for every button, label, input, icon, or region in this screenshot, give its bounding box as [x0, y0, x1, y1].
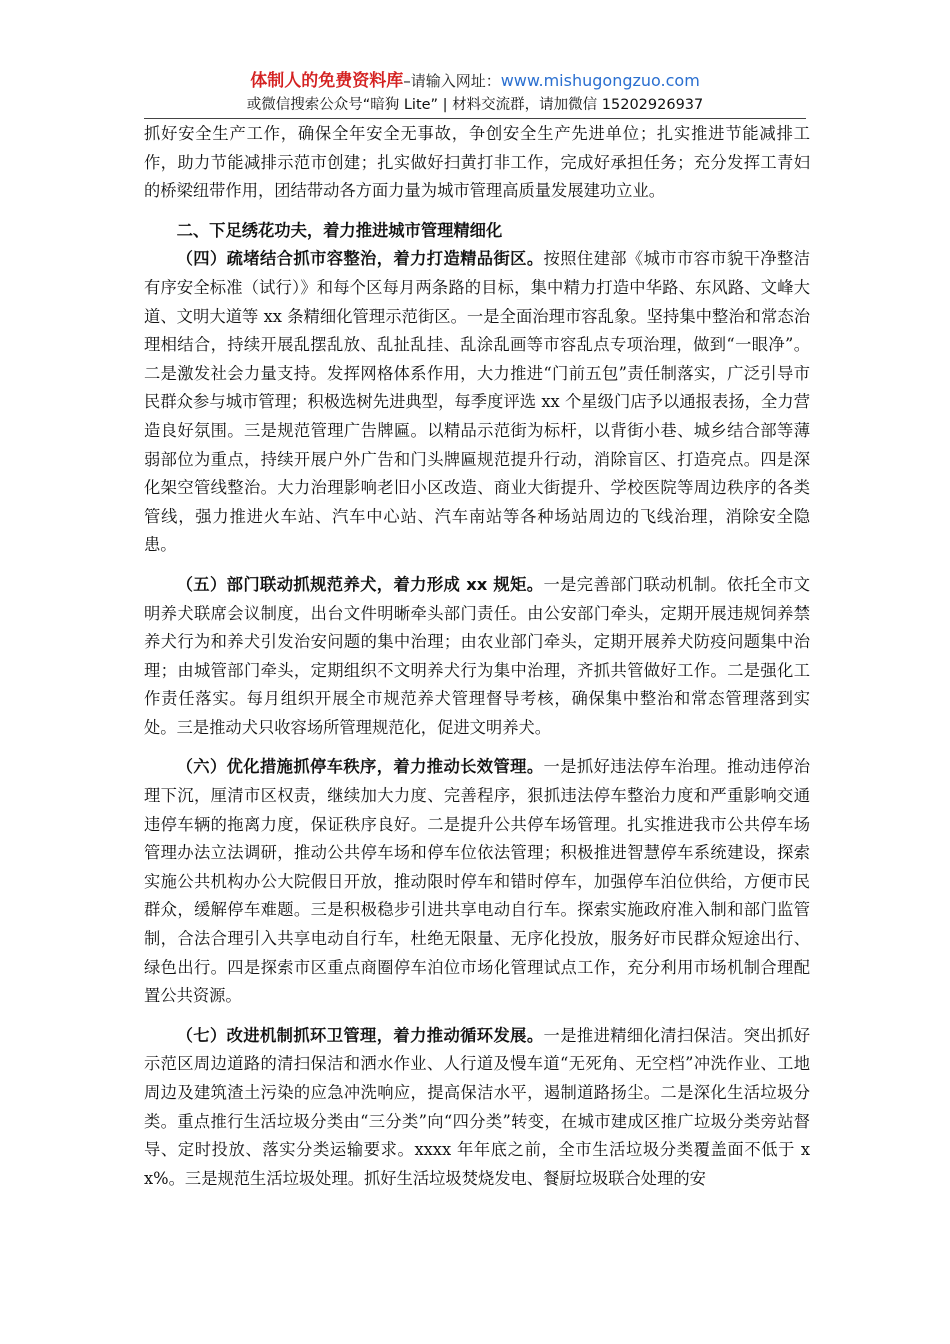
document-body — [144, 120, 810, 1193]
item-7-text: 一是推进精细化清扫保洁。突出抓好示范区周边道路的清扫保洁和洒水作业、人行道及慢车道“无死角、无空档”冲洗作业、工地周边及建筑渣土污染的应急冲洗响应，提高保洁水平，遏制道路扬尘。二是深化生活垃圾分类。重点推行生活垃圾分类由“三分类”向“四分类”转变，在城市建成区推广垃圾分类旁站督导、定时投放、落实分类运输要求。xxxx 年年底之前，全市生活垃圾分类覆盖面不低于 xx%。三是规范生活垃圾处理。抓好生活垃圾焚烧发电、餐厨垃圾联合处理的安 — [144, 1025, 810, 1188]
site-url-link[interactable]: www.mishugongzuo.com — [500, 71, 700, 90]
item-6-lead: （六）优化措施抓停车秩序，着力推动长效管理。 — [176, 757, 544, 777]
section-heading-2: 二、下足绣花功夫，着力推进城市管理精细化 — [176, 220, 503, 240]
header-line-1 — [144, 68, 806, 94]
url-prompt: –请输入网址： — [403, 72, 501, 90]
item-5-lead: （五）部门联动抓规范养犬，着力形成 xx 规矩。 — [176, 574, 544, 594]
item-4-text: 按照住建部《城市市容市貌干净整洁有序安全标准（试行）》和每个区每月两条路的目标，集中精力打造中华路、东风路、文峰大道、文明大道等 xx 条精细化管理示范街区。一是全面治理市容乱象。坚持集中整治和常态治理相结合，持续开展乱摆乱放、乱扯乱挂、乱涂乱画等市容乱点专项治理，做到“一眼净”。二是激发社会力量支持。发挥网格体系作用，大力推进“门前五包”责任制落实，广泛引导市民群众参与城市管理；积极选树先进典型，每季度评选 xx 个星级门店予以通报表扬，全力营造良好氛围。三是规范管理广告牌匾。以精品示范街为标杆，以背街小巷、城乡结合部等薄弱部位为重点，持续开展户外广告和门头牌匾规范提升行动，消除盲区、打造亮点。四是深化架空管线整治。大力治理影响老旧小区改造、商业大街提升、学校医院等周边秩序的各类管线，强力推进火车站、汽车中心站、汽车南站等各种场站周边的飞线治理，消除安全隐患。 — [144, 249, 810, 555]
paragraph-continuation: 抓好安全生产工作，确保全年安全无事故，争创安全生产先进单位；扎实推进节能减排工作，助力节能减排示范市创建；扎实做好扫黄打非工作，完成好承担任务；充分发挥工青妇的桥梁纽带作用，团结带动各方面力量为城市管理高质量发展建功立业。 — [144, 124, 810, 201]
paragraph-item-6 — [144, 753, 810, 1010]
site-name: 体制人的免费资料库 — [250, 71, 404, 91]
paragraph-item-4 — [144, 245, 810, 560]
page-header — [144, 68, 806, 116]
item-7-lead: （七）改进机制抓环卫管理，着力推动循环发展。 — [176, 1025, 544, 1045]
item-6-text: 一是抓好违法停车治理。推动违停治理下沉，厘清市区权责，继续加大力度、完善程序，狠抓违法停车整治力度和严重影响交通违停车辆的拖离力度，保证秩序良好。二是提升公共停车场管理。扎实推进我市公共停车场管理办法立法调研，推动公共停车场和停车位依法管理；积极推进智慧停车系统建设，探索实施公共机构办公大院假日开放，推动限时停车和错时停车，加强停车泊位供给，方便市民群众，缓解停车难题。三是积极稳步引进共享电动自行车。探索实施政府准入制和部门监管制，合法合理引入共享电动自行车，杜绝无限量、无序化投放，服务好市民群众短途出行、绿色出行。四是探索市区重点商圈停车泊位市场化管理试点工作，充分利用市场机制合理配置公共资源。 — [144, 757, 810, 1006]
header-line-2: 或微信搜索公众号“暗狗 Lite” | 材料交流群，请加微信 15202926937 — [246, 97, 704, 113]
item-5-text: 一是完善部门联动机制。依托全市文明养犬联席会议制度，出台文件明晰牵头部门责任。由公安部门牵头，定期开展违规饲养禁养犬行为和养犬引发治安问题的集中治理；由农业部门牵头，定期开展养犬防疫问题集中治理；由城管部门牵头，定期组织不文明养犬行为集中治理，齐抓共管做好工作。二是强化工作责任落实。每月组织开展全市规范养犬管理督导考核，确保集中整治和常态管理落到实处。三是推动犬只收容场所管理规范化，促进文明养犬。 — [144, 574, 810, 737]
paragraph-item-5 — [144, 571, 810, 743]
item-4-lead: （四）疏堵结合抓市容整治，着力打造精品街区。 — [176, 249, 544, 269]
header-divider — [144, 118, 806, 119]
paragraph-item-7 — [144, 1022, 810, 1194]
